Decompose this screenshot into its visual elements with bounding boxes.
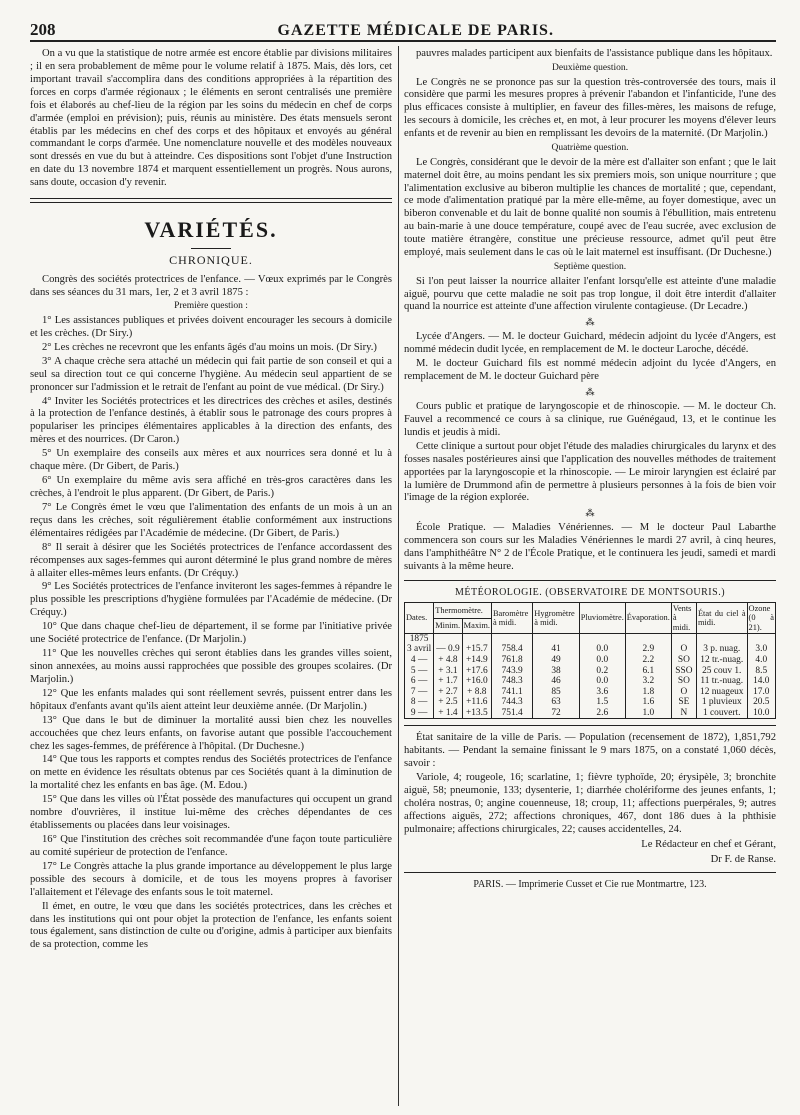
meteo-cell: 6.1 bbox=[625, 666, 671, 677]
meteo-cell: 1.0 bbox=[625, 708, 671, 719]
rule bbox=[404, 580, 776, 581]
meteo-cell: 46 bbox=[533, 676, 579, 687]
resolution-item: Il émet, en outre, le vœu que dans les sociétés protectrices, dans les crèches et dans les institutions qui ont pour objet la protection de l'enfance, les enfants soient tous également, sans distinction de culte ou d'origine, admis à participer aux bienfaits de sa protection, comme les bbox=[30, 900, 392, 951]
meteo-header: Dates. bbox=[405, 603, 434, 634]
meteo-title: MÉTÉOROLOGIE. (OBSERVATOIRE DE MONTSOURIS.) bbox=[454, 587, 726, 599]
lycee-angers-1: Lycée d'Angers. — M. le docteur Guichard, médecin adjoint du lycée d'Angers, est nommé médecin dudit lycée, en remplacement de M. le docteur Laroche, décédé. bbox=[404, 331, 776, 356]
meteo-cell: 17.0 bbox=[747, 687, 775, 698]
meteo-cell: 20.5 bbox=[747, 697, 775, 708]
resolution-item: 1° Les assistances publiques et privées doivent encourager les secours à domicile et les crèches. (Dr Siry.) bbox=[30, 315, 392, 339]
meteo-cell: 3.6 bbox=[579, 687, 625, 698]
meteo-header-thermo: Thermomètre. bbox=[434, 603, 492, 618]
cours-laryngoscopie-1: Cours public et pratique de laryngoscopie et de rhinoscopie. — M. le docteur Ch. Fauvel a recommencé ce cours à sa clinique, rue Guénégaud, 13, et le continue les lundis et jeudis à midi. bbox=[404, 401, 776, 438]
resolution-item: 9° Les Sociétés protectrices de l'enfance inviteront les sages-femmes à répandre le plus possible les prescriptions d'hygiène formulées par l'Académie de médecine. (Dr Créquy.) bbox=[30, 581, 392, 619]
meteo-cell: 63 bbox=[533, 697, 579, 708]
resolution-item: 4° Inviter les Sociétés protectrices et les directrices des crèches et asiles, destinés à la protection de l'enfance destinés, à établir sous le patronage des cours propres à populariser les principes élémentaires applicables à la direction des enfants, des mères et des nourrices. (Dr Caron.) bbox=[30, 395, 392, 446]
meteo-cell: + 4.8 bbox=[434, 655, 462, 666]
meteo-header: Baromètre à midi. bbox=[491, 603, 532, 634]
meteo-cell: 1.6 bbox=[625, 697, 671, 708]
meteo-table-body bbox=[405, 633, 776, 718]
meteo-cell: 3 avril bbox=[405, 644, 434, 655]
meteo-cell: SE bbox=[671, 697, 696, 708]
meteo-cell: 85 bbox=[533, 687, 579, 698]
rule bbox=[404, 725, 776, 726]
meteo-cell: 743.9 bbox=[491, 666, 532, 677]
dash-rule bbox=[191, 248, 231, 249]
column-divider bbox=[398, 46, 399, 1106]
meteo-row bbox=[405, 676, 776, 687]
separator-stars: ⁂ bbox=[585, 508, 595, 519]
meteo-cell: 7 — bbox=[405, 687, 434, 698]
question-7-text: Si l'on peut laisser la nourrice allaiter l'enfant lorsqu'elle est atteinte d'une maladie aiguë, pourvu que cette maladie ne soit pas trop longue, il doit être interdit d'allaiter quand la nourrice est atteinte d'une affection virulente contagieuse. (Dr Lecadre.) bbox=[404, 275, 776, 313]
meteo-header: État du ciel à midi. bbox=[696, 603, 747, 634]
meteo-cell: 12 tr.-nuag. bbox=[696, 655, 747, 666]
meteo-cell: 25 couv 1. bbox=[696, 666, 747, 677]
section-divider bbox=[30, 198, 392, 203]
meteo-cell: 12 nuageux bbox=[696, 687, 747, 698]
separator-stars: ⁂ bbox=[585, 387, 595, 398]
meteo-header: Maxim. bbox=[462, 618, 491, 633]
meteo-cell: 744.3 bbox=[491, 697, 532, 708]
meteo-cell: 72 bbox=[533, 708, 579, 719]
meteo-row bbox=[405, 697, 776, 708]
question-label-2: Deuxième question. bbox=[552, 62, 628, 73]
meteo-row bbox=[405, 644, 776, 655]
congres-intro: Congrès des sociétés protectrices de l'enfance. — Vœux exprimés par le Congrès dans ses séances du 31 mars, 1er, 2 et 3 avril 1875 : bbox=[30, 273, 392, 298]
page-title: GAZETTE MÉDICALE DE PARIS. bbox=[277, 22, 554, 39]
meteo-cell: 1 pluvieux bbox=[696, 697, 747, 708]
meteo-cell: 741.1 bbox=[491, 687, 532, 698]
meteo-cell: 0.0 bbox=[579, 676, 625, 687]
meteo-cell: 41 bbox=[533, 644, 579, 655]
meteo-cell: 11 tr.-nuag. bbox=[696, 676, 747, 687]
resolution-item: 5° Un exemplaire des conseils aux mères et aux nourrices sera donné et lu à chaque mère. (Dr Gibert, de Paris.) bbox=[30, 448, 392, 473]
meteo-cell: + 1.4 bbox=[434, 708, 462, 719]
meteo-cell: 761.8 bbox=[491, 655, 532, 666]
meteo-cell: 1 couvert. bbox=[696, 708, 747, 719]
question-4-text: Le Congrès, considérant que le devoir de la mère est d'allaiter son enfant ; que le lait maternel doit être, au moins pendant les six premiers mois, son unique nourriture ; que l'alimentation exclusive au biberon multiplie les chances de mortalité ; que, cependant, ce mode d'alimentation pratiqué par la mère elle-même, au foyer domestique, avec un biberon convenable et du lait de bonne qualité non soumis à l'ébullition, mais entretenu au bain-marie à une douce température, coupé avec de l'eau sucrée, avec exclusion de toute matière étrangère, constitue une précieuse ressource, admet qu'il peut être employé, mais seulement dans le cas où le lait maternel est insuffisant. (Dr Duchesne.) bbox=[404, 156, 776, 259]
meteo-cell: SO bbox=[671, 655, 696, 666]
meteo-cell: 9 — bbox=[405, 708, 434, 719]
meteo-cell: + 2.7 bbox=[434, 687, 462, 698]
meteo-cell: + 2.5 bbox=[434, 697, 462, 708]
resolution-item: 8° Il serait à désirer que les Sociétés protectrices de l'enfance accordassent des récompenses aux sages-femmes qui auront déterminé le plus grand nombre de mères à allaiter elles-mêmes leurs enfants. (Dr Créquy.) bbox=[30, 541, 392, 579]
cours-laryngoscopie-2: Cette clinique a surtout pour objet l'étude des maladies chirurgicales du larynx et des fosses nasales postérieures ainsi que l'application des nouvelles méthodes de traitement apportées par la laryngoscopie et la rhinoscopie. — Le miroir laryngien est éclairé par la lumière de Drummond afin de permettre à plusieurs personnes à la fois de bien voir l'image de la région explorée. bbox=[404, 440, 776, 504]
resolution-item: 16° Que l'institution des crèches soit recommandée d'une façon toute particulière au comité supérieur de protection de l'enfance. bbox=[30, 833, 392, 858]
meteo-row bbox=[405, 666, 776, 677]
meteo-cell: 3.2 bbox=[625, 676, 671, 687]
question-label-4: Quatrième question. bbox=[551, 143, 629, 154]
meteo-cell: 2.6 bbox=[579, 708, 625, 719]
meteo-cell: + 1.7 bbox=[434, 676, 462, 687]
meteo-row bbox=[405, 687, 776, 698]
meteo-cell: 748.3 bbox=[491, 676, 532, 687]
left-column bbox=[30, 48, 392, 1110]
meteo-header: Pluviomètre. bbox=[579, 603, 625, 634]
resolution-item: 2° Les crèches ne recevront que les enfants âgés d'au moins un mois. (Dr Siry.) bbox=[42, 341, 377, 353]
meteo-cell: 8.5 bbox=[747, 666, 775, 677]
meteo-cell: 758.4 bbox=[491, 644, 532, 655]
page-header bbox=[30, 14, 776, 42]
meteo-cell: SSO bbox=[671, 666, 696, 677]
etat-sanitaire-intro: État sanitaire de la ville de Paris. — Population (recensement de 1872), 1,851,792 habitants. — Pendant la semaine finissant le 9 mars 1875, on a constaté 1,060 décès, savoir : bbox=[404, 732, 776, 770]
meteo-year: 1875 bbox=[405, 633, 434, 644]
meteo-cell: — 0.9 bbox=[434, 644, 462, 655]
meteo-cell: 0.2 bbox=[579, 666, 625, 677]
resolution-item: 12° Que les enfants malades qui sont réellement sevrés, puissent entrer dans les hôpitaux d'enfants avant qu'ils aient atteint leur deuxième année. (Dr Marjolin.) bbox=[30, 687, 392, 712]
resolution-item: 11° Que les nouvelles crèches qui seront établies dans les grandes villes soient, sinon annexées, au moins aussi rapprochées que possible des groupes scolaires. (Dr Marjolin.) bbox=[30, 648, 392, 685]
signature-line: Le Rédacteur en chef et Gérant, bbox=[641, 838, 776, 850]
meteo-cell: + 3.1 bbox=[434, 666, 462, 677]
section-heading-varietes: VARIÉTÉS. bbox=[144, 217, 278, 243]
meteo-header: Vents à midi. bbox=[671, 603, 696, 634]
meteo-cell: +13.5 bbox=[462, 708, 491, 719]
meteo-cell: 1.8 bbox=[625, 687, 671, 698]
meteo-cell: O bbox=[671, 687, 696, 698]
meteo-cell: +15.7 bbox=[462, 644, 491, 655]
meteo-cell: 4 — bbox=[405, 655, 434, 666]
question-label-7: Septième question. bbox=[553, 262, 627, 273]
meteo-cell: N bbox=[671, 708, 696, 719]
meteo-header: Évaporation. bbox=[625, 603, 671, 634]
meteo-table bbox=[404, 602, 776, 719]
question-label-1: Première question : bbox=[174, 301, 248, 312]
meteo-cell: 38 bbox=[533, 666, 579, 677]
question-2-text: Le Congrès ne se prononce pas sur la question très-controversée des tours, mais il considère que parmi les mesures propres à prévenir l'abandon et l'infanticide, l'une des plus efficaces consiste à multiplier, en faveur des filles-mères, les maisons de refuge, les secours à domicile, les crèches et, en mot, à leur procurer les moyens d'élever leurs enfants et de revenir au bien en remplissant les devoirs de la maternité. (Dr Marjolin.) bbox=[404, 76, 776, 140]
meteo-cell: +14.9 bbox=[462, 655, 491, 666]
meteo-cell: 5 — bbox=[405, 666, 434, 677]
meteo-header: Hygromètre à midi. bbox=[533, 603, 579, 634]
rule bbox=[404, 872, 776, 873]
resolution-item: 13° Que dans le but de diminuer la mortalité aussi bien chez les nouvelles accouchées que chez leurs enfants, on favorise autant que possible l'accouchement chez les sages-femmes, de préférence à l'hôpital. (Dr Duchesne.) bbox=[30, 714, 392, 752]
meteo-cell: O bbox=[671, 644, 696, 655]
meteo-cell: + 8.8 bbox=[462, 687, 491, 698]
meteo-cell: 751.4 bbox=[491, 708, 532, 719]
right-column bbox=[404, 48, 776, 1110]
meteo-cell: 2.2 bbox=[625, 655, 671, 666]
meteo-cell: +11.6 bbox=[462, 697, 491, 708]
meteo-header: Ozone (0 à 21). bbox=[748, 604, 774, 632]
meteo-cell: 8 — bbox=[405, 697, 434, 708]
resolution-list bbox=[30, 315, 392, 952]
resolution-item: 14° Que tous les rapports et comptes rendus des Sociétés protectrices de l'enfance on mette en évidence les résultats obtenus par ces Sociétés quant à la diminution de la mortalité chez les enfants en bas âge. (M. Edou.) bbox=[30, 754, 392, 792]
resolution-item: 17° Le Congrès attache la plus grande importance au développement le plus large possible des secours à domicile, et de tous les moyens propres à favoriser l'allaitement et l'élevage des enfants sous le toit maternel. bbox=[30, 860, 392, 898]
resolution-item: 15° Que dans les villes où l'État possède des manufactures qui occupent un grand nombre d'ouvrières, il institue lui-même des crèches dépendantes de ces établissements ou placées dans leur voisinages. bbox=[30, 794, 392, 832]
ecole-pratique: École Pratique. — Maladies Vénériennes. — M le docteur Paul Labarthe commencera son cours sur les Maladies Vénériennes le mardi 27 avril, à cinq heures, dans l'amphithéâtre N° 2 de l'École Pratique, et le continuera les jeudi, samedi et mardi suivants à la même heure. bbox=[404, 522, 776, 573]
page-number: 208 bbox=[30, 20, 56, 39]
meteo-cell: 0.0 bbox=[579, 655, 625, 666]
meteo-row bbox=[405, 708, 776, 719]
meteo-cell: +17.6 bbox=[462, 666, 491, 677]
lycee-angers-2: M. le docteur Guichard fils est nommé médecin adjoint du lycée d'Angers, en remplacement de M. le docteur Guichard père bbox=[404, 358, 776, 383]
meteo-cell: +16.0 bbox=[462, 676, 491, 687]
signature-name: Dr F. de Ranse. bbox=[710, 853, 776, 865]
meteo-row bbox=[405, 655, 776, 666]
etat-sanitaire-detail: Variole, 4; rougeole, 16; scarlatine, 1; fièvre typhoïde, 20; érysipèle, 3; bronchite aiguë, 58; pneumonie, 133; dysenterie, 1; diarrhée cholériforme des jeunes enfants, 1; choléra nostras, 0; angine couenneuse, 18; croup, 11; affections puerpérales, 9; autres affections aiguës, 272; affections chroniques, 467, dont 186 dues à la phthisie pulmonaire; affections chirurgicales, 22; causes accidentelles, 24. bbox=[404, 771, 776, 835]
meteo-cell: 3 p. nuag. bbox=[696, 644, 747, 655]
meteo-cell: 4.0 bbox=[747, 655, 775, 666]
meteo-cell: 3.0 bbox=[747, 644, 775, 655]
resolution-item: 6° Un exemplaire du même avis sera affiché en très-gros caractères dans les crèches, à l'endroit le plus apparent. (Dr Gibert, de Paris.) bbox=[30, 475, 392, 499]
continuation-paragraph: pauvres malades participent aux bienfaits de l'assistance publique dans les hôpitaux. bbox=[416, 48, 773, 59]
meteo-cell: SO bbox=[671, 676, 696, 687]
meteo-cell: 6 — bbox=[405, 676, 434, 687]
printer-footer: PARIS. — Imprimerie Cusset et Cie rue Montmartre, 123. bbox=[473, 879, 707, 891]
intro-paragraph: On a vu que la statistique de notre armée est encore établie par divisions militaires ; il en sera probablement de même pour le volume relatif à 1875. Mais, dès lors, cet important travail s'accomplira dans des conditions appropriées à la répartition des forces en corps d'armée régionaux ; le éléments en seront centralisés une première fois et élaborés au chef-lieu de la région par les soins du médecin en chef de corps d'armée (emploi en prévision); puis, réunis au ministère. Des états mensuels seront établis par les médecins en chef des corps et des hôpitaux et envoyés au général commandant le corps d'armée. Une nomenclature nouvelle et des modèles nouveaux sont dressés en vue du but à atteindre. Ces dispositions sont l'objet d'une Instruction en date du 13 novembre 1874 et marquent essentiellement un progrès. Nous aurons, sans doute, occasion d'y revenir. bbox=[30, 48, 392, 189]
resolution-item: 10° Que dans chaque chef-lieu de département, il se forme par l'initiative privée une Société protectrice de l'enfance. (Dr Marjolin.) bbox=[30, 621, 392, 646]
meteo-cell: 10.0 bbox=[747, 708, 775, 719]
separator-stars: ⁂ bbox=[585, 317, 595, 328]
meteo-cell: 49 bbox=[533, 655, 579, 666]
meteo-cell: 0.0 bbox=[579, 644, 625, 655]
meteo-cell: 1.5 bbox=[579, 697, 625, 708]
resolution-item: 7° Le Congrès émet le vœu que l'alimentation des enfants de un mois à un an reçus dans les crèches, soit régulièrement établie conformément aux instructions élémentaires rédigées par l'Académie de médecine. (Dr Gibert, de Paris.) bbox=[30, 501, 392, 539]
meteo-cell: 2.9 bbox=[625, 644, 671, 655]
meteo-cell: 14.0 bbox=[747, 676, 775, 687]
meteo-header: Minim. bbox=[434, 618, 462, 633]
resolution-item: 3° A chaque crèche sera attaché un médecin qui fait partie de son conseil et qui a seul sa direction tout ce qui concerne l'hygiène. Au médecin seul appartient de se prononcer sur l'admission et le retrait de l'enfant au point de vue médical. (Dr Siry.) bbox=[30, 355, 392, 393]
heading-chronique: CHRONIQUE. bbox=[169, 252, 253, 267]
